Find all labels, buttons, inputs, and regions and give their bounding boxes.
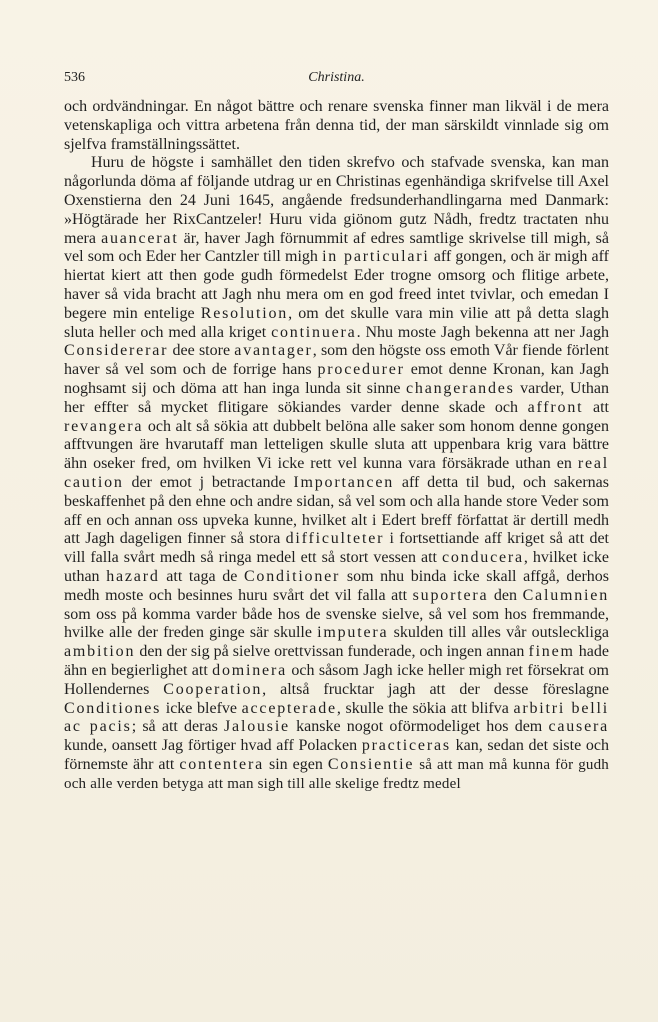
paragraph-2-segment: kunde, oansett Jag förtiger hvad aff Polacken	[64, 737, 362, 755]
paragraph-2-segment: att taga de	[159, 567, 244, 585]
paragraph-2-segment: dee store	[168, 342, 235, 360]
emphasized-word: arbitri belli ac pacis	[64, 699, 609, 736]
emphasized-word: finem	[528, 643, 575, 661]
body-text	[64, 98, 609, 793]
emphasized-word: causera	[548, 718, 610, 736]
emphasized-word: practiceras	[361, 737, 451, 755]
emphasized-word: Jalousie	[224, 718, 290, 736]
emphasized-word: in particulari	[322, 248, 430, 266]
paragraph-2-ending: så att man må kunna för gudh och alle verden betyga att man sigh till alle skelige fredtz medel	[64, 756, 610, 792]
emphasized-word: accepterade	[241, 699, 337, 717]
page-header	[64, 70, 609, 92]
paragraph-2-segment: , skulle the sökia att blifva	[336, 699, 514, 717]
paragraph-2-segment: som oss på komma varder både hos de svenske sielve, så vel som hos fremmande, hvilke alle der freden ginge sär skulle	[64, 605, 609, 642]
paragraph-2-segment: der emot j betractande	[123, 473, 294, 491]
paragraph-2-segment: och såsom Jagh icke heller migh ret försekrat om Hollendernes	[64, 661, 610, 698]
emphasized-word: affront	[527, 398, 584, 416]
paragraph-2-segment: sin egen	[263, 755, 328, 773]
paragraph-2-segment: den der sig på sielve orettvissan funderade, och ingen annan	[135, 643, 529, 661]
running-title: Christina.	[308, 70, 365, 85]
emphasized-word: Conditioner	[243, 567, 341, 585]
emphasized-word: Conditiones	[64, 699, 162, 717]
paragraph-2-segment: hade ähn en begierlighet att	[64, 643, 610, 679]
emphasized-word: auancerat	[101, 229, 179, 247]
paragraph-2-segment: den	[488, 586, 523, 604]
paragraph-2-segment: kan, sedan det siste och förnemste ähr att	[64, 737, 610, 773]
paragraph-2-segment: . Nhu moste Jagh bekenna att ner Jagh	[356, 323, 610, 341]
emphasized-word: imputera	[317, 624, 389, 642]
paragraph-2-segment: kanske nogot oförmodeliget hos dem	[289, 718, 549, 736]
paragraph-2-segment: aff gongen, och är migh aff hiertat kiert att then gode gudh förmedelst Eder trogne omsorg och flitige arbete, haver så vida bracht att Jagh nhu mera om en god freed intet tvivlar, och emedan I begere min entelige	[64, 248, 609, 322]
emphasized-word: suportera	[412, 586, 489, 604]
emphasized-word: Consientie	[327, 755, 415, 773]
emphasized-word: revangera	[64, 417, 144, 435]
paragraph-2-segment: och alt så sökia att dubbelt belöna alle saker som honom denne gongen afftvungen äre hvarutaff man letteligen skulle sluta att uppenbara krig vara bättre ähn oseker fred, om hvilken Vi icke rett vel kunna vara försäkrade uthan en	[64, 417, 609, 473]
paragraph-2-segment: aff detta til bud, och sakernas beskaffenhet på den ehne och andre sidan, så vel som och alla hande store Veder som aff en och annan oss upveka kunne, hvilket alt i Edert breff författat är dertill medh att Jagh dageligen finner så stora	[64, 473, 610, 548]
paragraph-2-segment: i fortsettiande aff kriget så att det vill falla svårt medh så ringa medel ett så stort vessen att	[64, 530, 609, 567]
paragraph-2-segment: , altså frucktar jagh att der desse föreslagne	[262, 680, 609, 698]
emphasized-word: Importancen	[293, 473, 395, 491]
emphasized-word: dominera	[212, 661, 287, 679]
paragraph-2-segment: som nhu binda icke skall affgå, derhos medh moste och besinnes huru svårt det vil falla att	[64, 567, 610, 604]
emphasized-word: ambition	[64, 643, 136, 661]
paragraph-2-segment: varder, Uthan her effter så mycket flitigare sökiandes varder denne skade och	[64, 379, 609, 416]
emphasized-word: conducera	[441, 549, 524, 567]
paragraph-2-segment: att	[583, 398, 610, 416]
emphasized-word: continuera	[271, 323, 357, 341]
emphasized-word: Considererar	[64, 342, 169, 360]
paragraph-2-segment: Huru de högste i samhället den tiden skrefvo och stafvade svenska, kan man någorlunda döma af följande utdrag ur en Christinas egenhändiga skrifvelse till Axel Oxenstierna den 24 Juni 1645, angående fredsunderhandlingarna med Danmark: »Högtärade her RixCantzeler! Huru vida giönom gutz Nådh, fredtz tractaten nhu mera	[64, 154, 609, 247]
emphasized-word: contentera	[179, 755, 264, 773]
paragraph-2-segment: skulden till alles vår outsleckliga	[388, 624, 609, 642]
emphasized-word: changerandes	[406, 379, 515, 397]
emphasized-word: difficulteter	[285, 530, 385, 548]
emphasized-word: avantager	[234, 342, 313, 360]
paragraph-2-segment: är, haver Jagh förnummit af edres samtlige skrivelse till migh, så vel som och Eder her Cantzler till migh	[64, 229, 609, 266]
emphasized-word: real caution	[64, 455, 609, 491]
paragraph-2-segment: , hvilket icke uthan	[64, 549, 609, 585]
paragraph-1: och ordvändningar. En något bättre och renare svenska finner man likväl i de mera vetenskapliga och vittra arbetena från denna tid, der man särskildt vinnlade sig om sjelfva framställningssättet.	[64, 98, 609, 153]
paragraph-2-segment: , som den högste oss emoth Vår fiende förlent haver så vel som och de forrige hans	[64, 342, 609, 379]
paragraph-2-segment: , om det skulle vara min vilie att på detta slagh sluta heller och med alla kriget	[64, 304, 609, 341]
emphasized-word: Resolution	[200, 304, 289, 322]
emphasized-word: Cooperation	[163, 680, 263, 698]
paragraph-2-segment: emot denne Kronan, kan Jagh noghsamt sij och döma att han inga lunda sit sinne	[64, 361, 610, 397]
emphasized-word: procedurer	[317, 361, 405, 379]
paragraph-2	[64, 154, 609, 793]
emphasized-word: hazard	[106, 567, 160, 585]
page-number: 536	[64, 70, 85, 85]
emphasized-word: Calumnien	[522, 586, 609, 604]
paragraph-2-segment: ; så att deras	[131, 718, 225, 736]
paragraph-2-segment: icke blefve	[161, 699, 242, 717]
